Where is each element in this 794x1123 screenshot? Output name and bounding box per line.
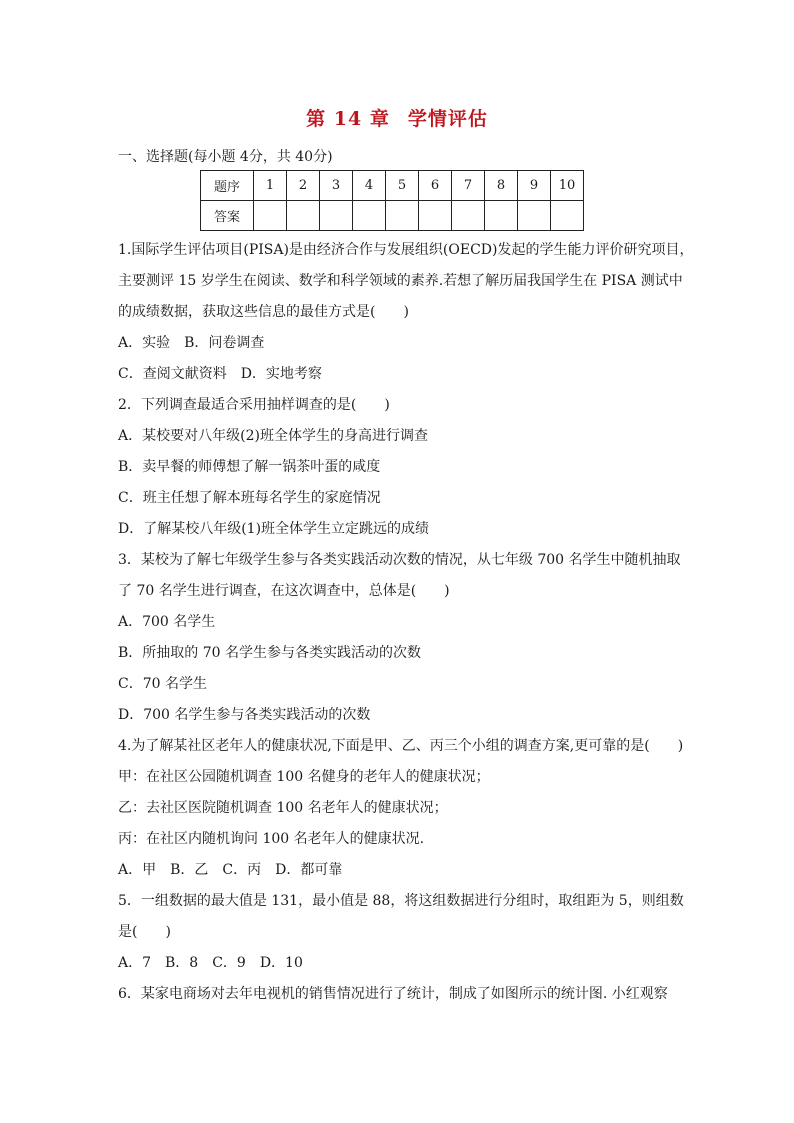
section-heading: 一、选择题(每小题 4分，共 40分) <box>118 149 333 165</box>
question-number-cell: 5 <box>386 171 419 201</box>
option-line: C．班主任想了解本班每名学生的家庭情况 <box>118 490 381 506</box>
option-line: D．700 名学生参与各类实践活动的次数 <box>118 707 371 723</box>
question-list <box>118 235 694 1010</box>
scheme-line: 丙：在社区内随机询问 100 名老年人的健康状况. <box>118 831 425 847</box>
scheme-line: 乙：去社区医院随机调查 100 名老年人的健康状况； <box>118 800 448 816</box>
answer-cell[interactable] <box>452 201 485 231</box>
question-text-line: 1.国际学生评估项目(PISA)是由经济合作与发展组织(OECD)发起的学生能力评价研究项目， <box>118 242 694 258</box>
scheme-line: 甲：在社区公园随机调查 100 名健身的老年人的健康状况； <box>118 769 490 785</box>
row-header-answer: 答案 <box>201 201 254 231</box>
option-line: A．700 名学生 <box>118 614 216 630</box>
option-line: D．了解某校八年级(1)班全体学生立定跳远的成绩 <box>118 521 430 537</box>
option-line: A．实验 B．问卷调查 <box>118 335 265 351</box>
answer-cell[interactable] <box>320 201 353 231</box>
question-text-line: 3．某校为了解七年级学生参与各类实践活动次数的情况，从七年级 700 名学生中随机抽取 <box>118 552 681 568</box>
answer-table-answer-row <box>201 201 584 231</box>
question-text-line: 的成绩数据，获取这些信息的最佳方式是( ) <box>118 304 409 320</box>
option-line: C．查阅文献资料 D．实地考察 <box>118 366 322 382</box>
option-line: A．7 B．8 C．9 D．10 <box>118 955 303 971</box>
question-text-line: 4.为了解某社区老年人的健康状况,下面是甲、乙、丙三个小组的调查方案,更可靠的是( ) <box>118 738 684 754</box>
question-number-cell: 4 <box>353 171 386 201</box>
question-text-line: 了 70 名学生进行调查，在这次调查中，总体是( ) <box>118 583 450 599</box>
question-number-cell: 2 <box>287 171 320 201</box>
question-number-cell: 8 <box>485 171 518 201</box>
answer-table <box>200 170 584 231</box>
option-line: B．卖早餐的师傅想了解一锅茶叶蛋的咸度 <box>118 459 381 475</box>
chapter-label: 第 14 章 <box>306 108 390 130</box>
answer-cell[interactable] <box>353 201 386 231</box>
answer-cell[interactable] <box>485 201 518 231</box>
answer-cell[interactable] <box>419 201 452 231</box>
answer-cell[interactable] <box>386 201 419 231</box>
question-text-line: 是( ) <box>118 924 171 940</box>
page-title <box>0 104 794 131</box>
question-number-cell: 6 <box>419 171 452 201</box>
answer-cell[interactable] <box>287 201 320 231</box>
answer-cell[interactable] <box>518 201 551 231</box>
question-text-line: 2．下列调查最适合采用抽样调查的是( ) <box>118 397 390 413</box>
question-text-line: 5．一组数据的最大值是 131，最小值是 88，将这组数据进行分组时，取组距为 5，则组数 <box>118 893 684 909</box>
chapter-topic: 学情评估 <box>407 108 488 130</box>
question-number-cell: 1 <box>254 171 287 201</box>
option-line: A．甲 B．乙 C．丙 D．都可靠 <box>118 862 343 878</box>
answer-cell[interactable] <box>551 201 584 231</box>
question-number-cell: 3 <box>320 171 353 201</box>
option-line: B．所抽取的 70 名学生参与各类实践活动的次数 <box>118 645 422 661</box>
question-number-cell: 10 <box>551 171 584 201</box>
option-line: C．70 名学生 <box>118 676 207 692</box>
question-text-line: 6．某家电商场对去年电视机的销售情况进行了统计，制成了如图所示的统计图. 小红观察 <box>118 986 668 1002</box>
row-header-question-number: 题序 <box>201 171 254 201</box>
answer-table-number-row <box>201 171 584 201</box>
answer-cell[interactable] <box>254 201 287 231</box>
option-line: A．某校要对八年级(2)班全体学生的身高进行调查 <box>118 428 428 444</box>
question-number-cell: 7 <box>452 171 485 201</box>
question-text-line: 主要测评 15 岁学生在阅读、数学和科学领域的素养.若想了解历届我国学生在 PISA 测试中 <box>118 273 683 289</box>
question-number-cell: 9 <box>518 171 551 201</box>
